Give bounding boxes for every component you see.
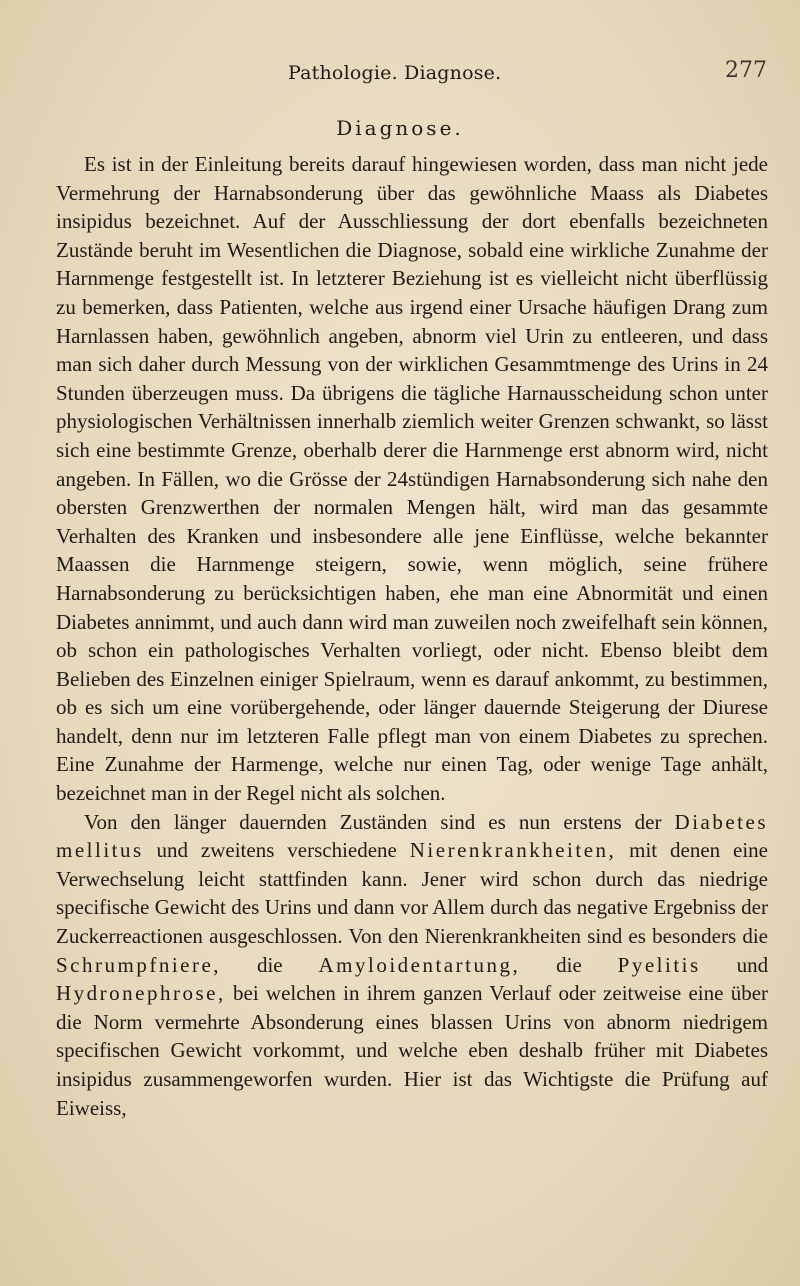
paragraph-2-text-a: Von den länger dauernden Zuständen sind es nun erstens der <box>84 809 662 834</box>
term-amyloidentartung: Amyloidentartung, <box>318 952 521 977</box>
page-number: 277 <box>725 58 767 83</box>
paragraph-2-text-d: die <box>256 952 283 977</box>
term-pyelitis: Pyelitis <box>617 952 701 977</box>
term-nierenkrankheiten: Nierenkrankheiten, <box>409 838 617 863</box>
paragraph-2-text-f: und <box>736 952 769 977</box>
term-diabetes-mellitus: Diabetes mellitus <box>56 809 769 863</box>
paragraph-2-text-b: und zweitens verschiedene <box>156 838 397 863</box>
paragraph-1: Es ist in der Einleitung bereits darauf hingewiesen worden, dass man nicht jede Vermehrung der Harnabsonderung über das gewöhnliche Maass als Diabetes insipidus bezeichnet. Auf der Ausschliessung der dort ebenfalls bezeichneten Zustände beruht im Wesentlichen die Diagnose, sobald eine wirkliche Zunahme der Harnmenge festgestellt ist. In letzterer Beziehung ist es vielleicht nicht überflüssig zu bemerken, dass Patienten, welche aus irgend einer Ursache häufigen Drang zum Harnlassen haben, gewöhnlich angeben, abnorm viel Urin zu entleeren, und dass man sich daher durch Messung von der wirklichen Gesammtmenge des Urins in 24 Stunden überzeugen muss. Da übrigens die tägliche Harnausscheidung schon unter physiologischen Verhältnissen innerhalb ziemlich weiter Grenzen schwankt, so lässt sich eine bestimmte Grenze, oberhalb derer die Harnmenge erst abnorm wird, nicht angeben. In Fällen, wo die Grösse der 24stündigen Harnabsonderung sich nahe den obersten Grenzwerthen der normalen Mengen hält, wird man das gesammte Verhalten des Kranken und insbesondere alle jene Einflüsse, welche bekannter Maassen die Harnmenge steigern, sowie, wenn möglich, seine frühere Harnabsonderung zu berücksichtigen haben, ehe man eine Abnormität und einen Diabetes annimmt, und auch dann wird man zuweilen noch zweifelhaft sein können, ob schon ein pathologisches Verhalten vorliegt, oder nicht. Ebenso bleibt dem Belieben des Einzelnen einiger Spielraum, wenn es darauf ankommt, zu bestimmen, ob es sich um eine vorübergehende, oder länger dauernde Steigerung der Diurese handelt, denn nur im letzteren Falle pflegt man von einem Diabetes zu sprechen. Eine Zunahme der Harmenge, welche nur einen Tag, oder wenige Tage anhält, bezeichnet man in der Regel nicht als solchen. <box>56 152 768 806</box>
running-header: Pathologie. Diagnose. <box>288 62 502 84</box>
body-text <box>56 150 768 1122</box>
section-title: Diagnose. <box>336 116 464 140</box>
paragraph-2-text-e: die <box>556 952 582 977</box>
paragraph-2-text-c: mit denen eine Verwechselung leicht stattfinden kann. Jener wird schon durch das niedrige specifische Gewicht des Urins und dann vor Allem durch das negative Ergebniss der Zuckerreactionen ausgeschlossen. Von den Nierenkrankheiten sind es besonders die <box>56 838 769 949</box>
term-schrumpfniere: Schrumpfniere, <box>56 952 222 977</box>
paragraph-2-text-g: bei welchen in ihrem ganzen Verlauf oder zeitweise eine über die Norm vermehrte Absonderung eines blassen Urins von abnorm niedrigem specifischen Gewicht vorkommt, und welche eben deshalb früher mit Diabetes insipidus zusammengeworfen wurden. Hier ist das Wichtigste die Prüfung auf Eiweiss, <box>56 981 769 1120</box>
paragraph-2 <box>56 808 768 1123</box>
term-hydronephrose: Hydronephrose, <box>56 981 226 1006</box>
